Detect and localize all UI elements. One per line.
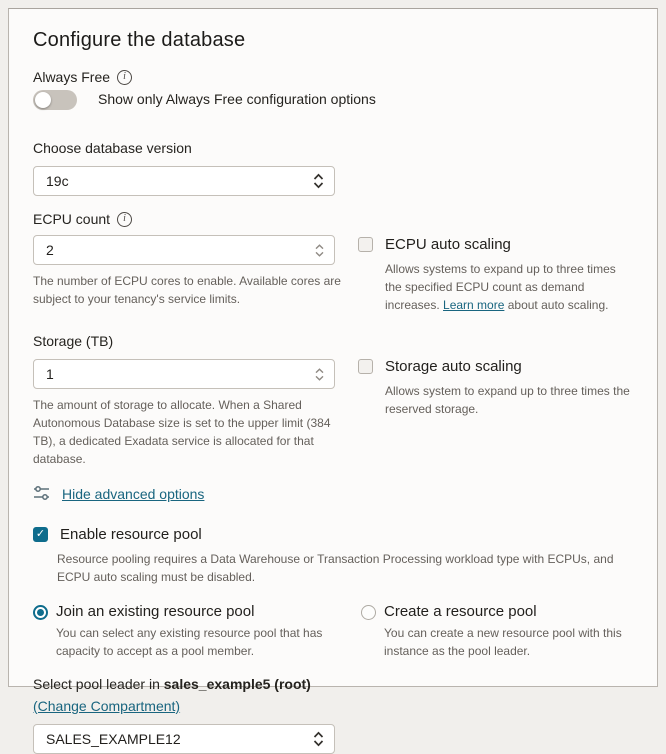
ecpu-count-label: ECPU count (33, 211, 111, 227)
ecpu-count-value: 2 (46, 242, 54, 258)
chevron-up-down-icon (313, 731, 324, 747)
stepper-icon[interactable] (315, 368, 324, 381)
always-free-toggle-label: Show only Always Free configuration options (98, 91, 376, 107)
info-icon[interactable]: i (117, 212, 132, 227)
database-version-select[interactable] (33, 166, 335, 196)
create-pool-help: You can create a new resource pool with this instance as the pool leader. (384, 626, 622, 658)
page-title: Configure the database (33, 29, 246, 51)
storage-auto-scaling-label[interactable]: Storage auto scaling (385, 358, 522, 375)
help-text: about auto scaling. (504, 298, 609, 312)
check-icon: ✓ (35, 528, 46, 540)
create-pool-label[interactable]: Create a resource pool (384, 603, 537, 620)
database-version-label: Choose database version (33, 140, 192, 156)
join-existing-pool-label[interactable]: Join an existing resource pool (56, 603, 255, 620)
compartment-name: sales_example5 (root) (163, 676, 311, 692)
storage-auto-scaling-help: Allows system to expand up to three times the reserved storage. (385, 384, 630, 416)
enable-resource-pool-help: Resource pooling requires a Data Warehouse or Transaction Processing workload type with ECPUs, and ECPU auto scaling must be disabled. (57, 552, 614, 584)
learn-more-link[interactable]: Learn more (443, 298, 505, 312)
create-pool-radio[interactable] (361, 605, 376, 620)
change-compartment-link[interactable]: (Change Compartment) (33, 698, 181, 714)
enable-resource-pool-checkbox[interactable] (33, 527, 48, 542)
help-text: Allows systems to expand up to three times the specified ECPU count as demand increases. (385, 262, 616, 312)
info-icon[interactable]: i (117, 70, 132, 85)
always-free-label: Always Free (33, 69, 111, 85)
enable-resource-pool-label[interactable]: Enable resource pool (60, 526, 202, 543)
storage-label: Storage (TB) (33, 333, 114, 349)
pool-leader-select[interactable] (33, 724, 335, 754)
pool-leader-label (33, 676, 633, 692)
storage-value: 1 (46, 366, 54, 382)
stepper-icon[interactable] (315, 244, 324, 257)
configure-database-panel (8, 8, 658, 747)
ecpu-auto-scaling-label[interactable]: ECPU auto scaling (385, 236, 511, 253)
hide-advanced-options-link[interactable]: Hide advanced options (62, 485, 205, 502)
pool-leader-label-prefix: Select pool leader in (33, 676, 164, 692)
chevron-up-down-icon (313, 173, 324, 189)
database-version-value: 19c (46, 173, 69, 189)
pool-leader-value: SALES_EXAMPLE12 (46, 731, 181, 747)
ecpu-auto-scaling-help (385, 260, 633, 314)
join-existing-pool-radio[interactable] (33, 605, 48, 620)
ecpu-auto-scaling-checkbox[interactable] (358, 237, 373, 252)
ecpu-count-input[interactable] (33, 235, 335, 265)
storage-input[interactable] (33, 359, 335, 389)
storage-auto-scaling-checkbox[interactable] (358, 359, 373, 374)
sliders-icon (33, 485, 50, 502)
ecpu-help-text: The number of ECPU cores to enable. Available cores are subject to your tenancy's service limits. (33, 274, 341, 306)
join-existing-pool-help: You can select any existing resource pool that has capacity to accept as a pool member. (56, 626, 323, 658)
toggle-knob-icon (35, 92, 51, 108)
always-free-toggle[interactable] (33, 90, 77, 110)
storage-help-text: The amount of storage to allocate. When a Shared Autonomous Database size is set to the upper limit (384 TB), a dedicated Exadata service is allocated for that database. (33, 398, 331, 466)
